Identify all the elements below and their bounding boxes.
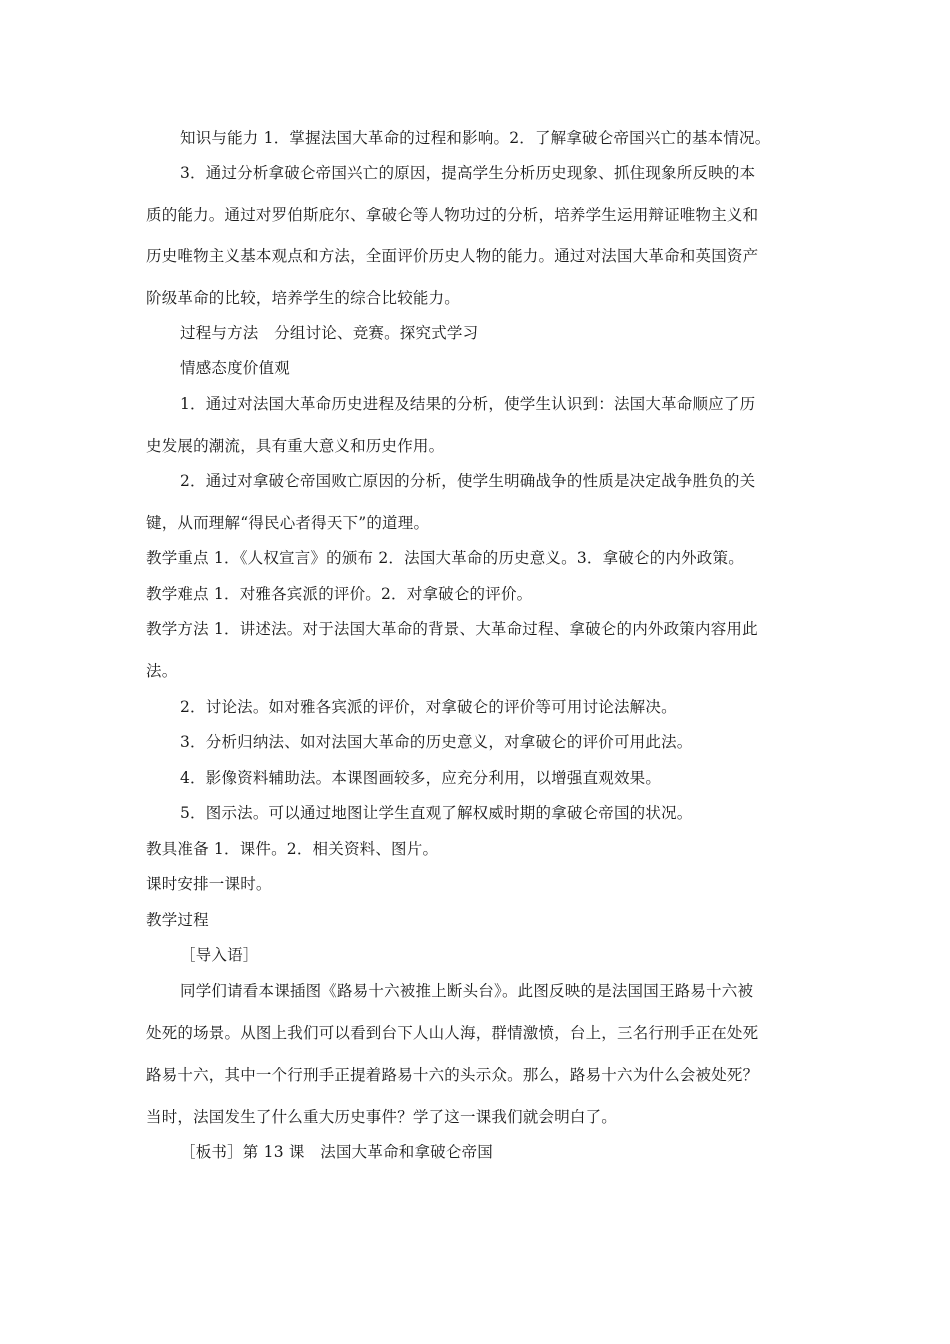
text-line: 教学方法 1．讲述法。对于法国大革命的背景、大革命过程、拿破仑的内外政策内容用此 — [146, 620, 758, 638]
text-line: 教学过程 — [146, 911, 209, 929]
text-line: 当时，法国发生了什么重大历史事件？学了这一课我们就会明白了。 — [146, 1108, 618, 1126]
text-line: 知识与能力 1．掌握法国大革命的过程和影响。2．了解拿破仑帝国兴亡的基本情况。 — [180, 129, 771, 147]
text-line: 历史唯物主义基本观点和方法，全面评价历史人物的能力。通过对法国大革命和英国资产 — [146, 247, 759, 265]
text-line: 键，从而理解“得民心者得天下”的道理。 — [146, 514, 430, 532]
text-line: ［导入语］ — [180, 946, 259, 964]
text-line: 4．影像资料辅助法。本课图画较多，应充分利用，以增强直观效果。 — [180, 769, 662, 787]
text-line: 过程与方法 分组讨论、竞赛。探究式学习 — [180, 324, 479, 342]
text-line: 5．图示法。可以通过地图让学生直观了解权威时期的拿破仑帝国的状况。 — [180, 804, 693, 822]
text-line: 教学重点 1．《人权宣言》的颁布 2．法国大革命的历史意义。3．拿破仑的内外政策。 — [146, 549, 744, 567]
text-line: 2．讨论法。如对雅各宾派的评价，对拿破仑的评价等可用讨论法解决。 — [180, 698, 677, 716]
text-line: ［板书］第 13 课 法国大革命和拿破仑帝国 — [180, 1143, 493, 1161]
text-line: 2．通过对拿破仑帝国败亡原因的分析，使学生明确战争的性质是决定战争胜负的关 — [180, 472, 756, 490]
text-line: 史发展的潮流，具有重大意义和历史作用。 — [146, 437, 445, 455]
text-line: 阶级革命的比较，培养学生的综合比较能力。 — [146, 289, 461, 307]
text-line: 1．通过对法国大革命历史进程及结果的分析，使学生认识到：法国大革命顺应了历 — [180, 395, 756, 413]
text-line: 情感态度价值观 — [180, 359, 290, 377]
text-line: 3．分析归纳法、如对法国大革命的历史意义，对拿破仑的评价可用此法。 — [180, 733, 693, 751]
text-line: 质的能力。通过对罗伯斯庇尔、拿破仑等人物功过的分析，培养学生运用辩证唯物主义和 — [146, 206, 759, 224]
text-line: 课时安排一课时。 — [146, 875, 272, 893]
text-line: 路易十六，其中一个行刑手正提着路易十六的头示众。那么，路易十六为什么会被处死？ — [146, 1066, 759, 1084]
text-line: 同学们请看本课插图《路易十六被推上断头台》。此图反映的是法国国王路易十六被 — [180, 982, 754, 1000]
text-line: 教学难点 1．对雅各宾派的评价。2．对拿破仑的评价。 — [146, 585, 533, 603]
text-line: 3．通过分析拿破仑帝国兴亡的原因，提高学生分析历史现象、抓住现象所反映的本 — [180, 164, 756, 182]
text-line: 教具准备 1．课件。2．相关资料、图片。 — [146, 840, 439, 858]
text-line: 处死的场景。从图上我们可以看到台下人山人海，群情激愤，台上，三名行刑手正在处死 — [146, 1024, 759, 1042]
text-line: 法。 — [146, 662, 178, 680]
